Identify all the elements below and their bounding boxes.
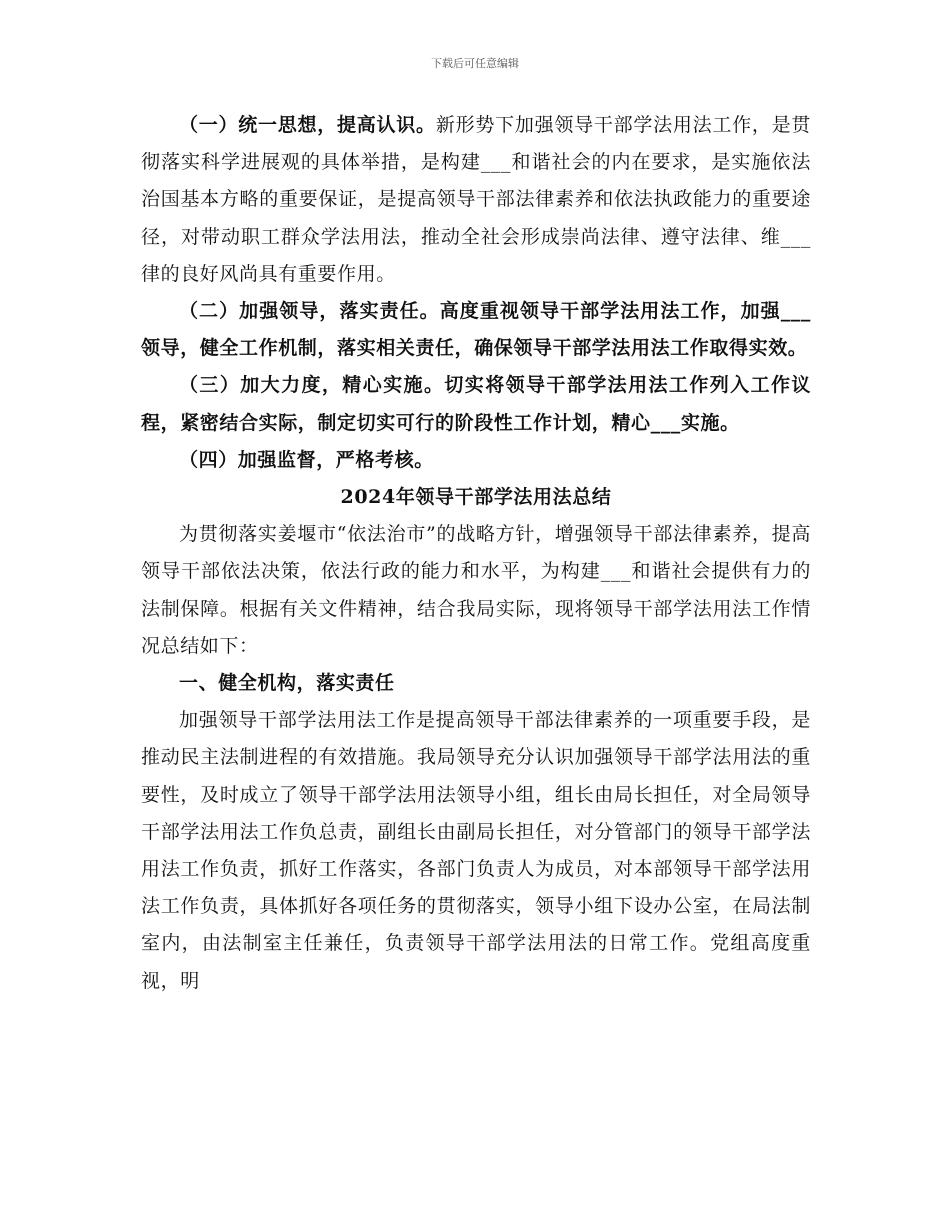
document-title: 2024年领导干部学法用法总结 (340, 486, 612, 509)
section-1-body: 加强领导干部学法用法工作是提高领导干部法律素养的一项重要手段，是推动民主法制进程的有效措施。我局领导充分认识加强领导干部学法用法的重要性，及时成立了领导干部学法用法领导小组，组长由局长担任，对全局领导干部学法用法工作负总责，副组长由副局长担任，对分管部门的领导干部学法用法工作负责，抓好工作落实，各部门负责人为成员，对本部领导干部学法用法工作负责，具体抓好各项任务的贯彻落实，领导小组下设办公室，在局法制室内，由法制室主任兼任，负责领导干部学法用法的日常工作。党组高度重视，明 (141, 709, 811, 992)
page-header: 下载后可任意编辑 (431, 57, 519, 70)
paragraph-1 (141, 107, 811, 293)
paragraph-4: （四）加强监督，严格考核。 (179, 448, 434, 471)
section-heading-1: 一、健全机构，落实责任 (179, 672, 395, 695)
document-body (141, 107, 811, 1000)
paragraph-1-lead: （一）统一思想，提高认识。 (179, 114, 436, 136)
paragraph-2: （二）加强领导，落实责任。高度重视领导干部学法用法工作，加强___领导，健全工作机制，落实相关责任，确保领导干部学法用法工作取得实效。 (141, 300, 811, 360)
paragraph-3: （三）加大力度，精心实施。切实将领导干部学法用法工作列入工作议程，紧密结合实际，制定切实可行的阶段性工作计划，精心___实施。 (141, 374, 811, 434)
paragraph-1-body: 新形势下加强领导干部学法用法工作，是贯彻落实科学进展观的具体举措，是构建___和谐社会的内在要求，是实施依法治国基本方略的重要保证，是提高领导干部法律素养和依法执政能力的重要途径，对带动职工群众学法用法，推动全社会形成崇尚法律、遵守法律、维___律的良好风尚具有重要作用。 (141, 114, 811, 285)
intro-paragraph: 为贯彻落实姜堰市“依法治市”的战略方针，增强领导干部法律素养，提高领导干部依法决策，依法行政的能力和水平，为构建___和谐社会提供有力的法制保障。根据有关文件精神，结合我局实际，现将领导干部学法用法工作情况总结如下： (141, 523, 811, 657)
